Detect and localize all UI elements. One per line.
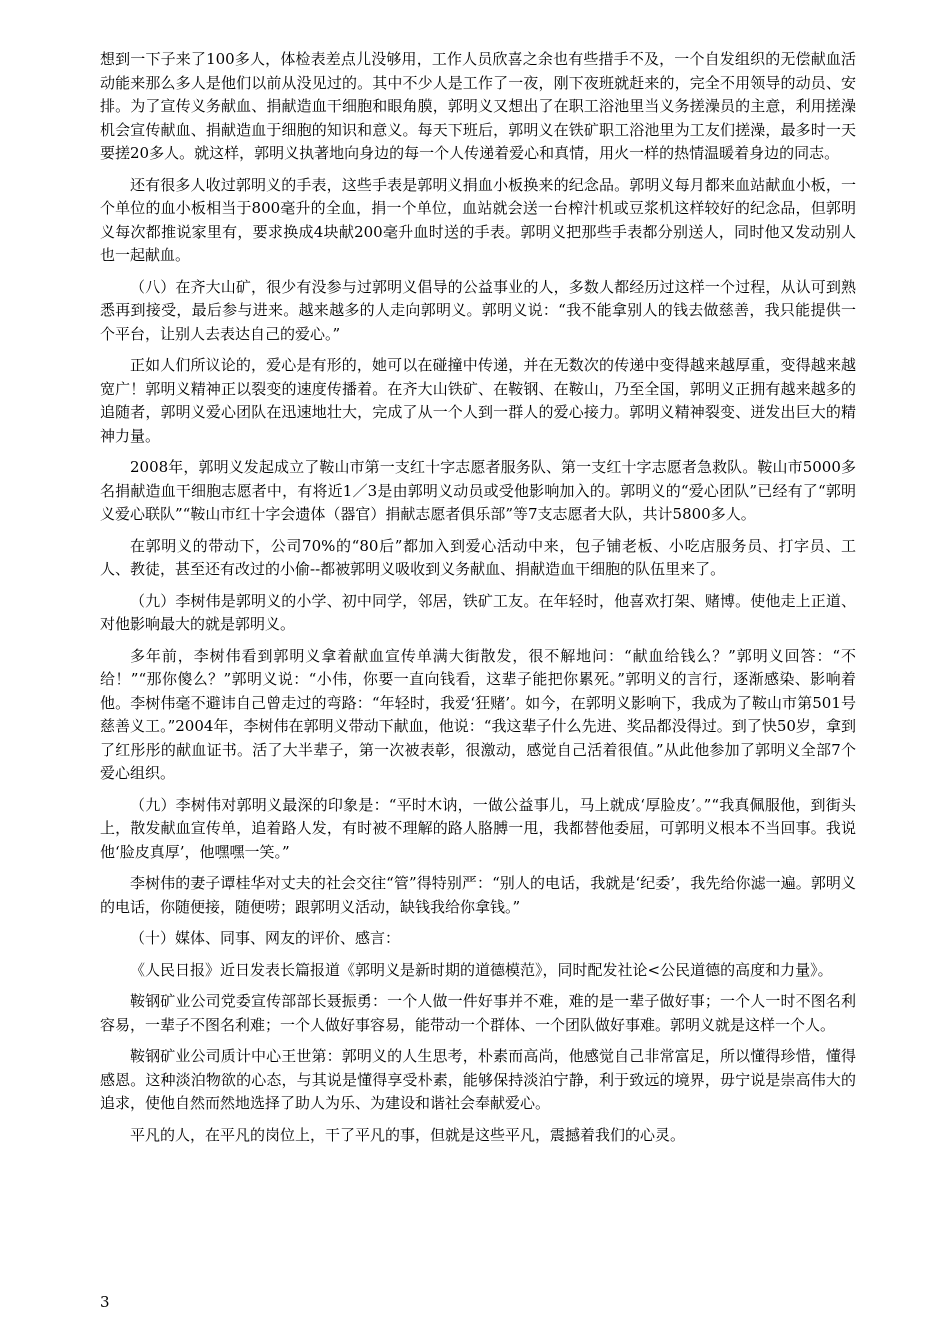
paragraph: 鞍钢矿业公司质计中心王世第：郭明义的人生思考，朴素而高尚，他感觉自己非常富足，所以懂得珍惜，懂得感恩。这种淡泊物欲的心态，与其说是懂得享受朴素，能够保持淡泊宁静，利于致远的境界，毋宁说是崇高伟大的追求，使他自然而然地选择了助人为乐、为建设和谐社会奉献爱心。 — [100, 1047, 856, 1112]
paragraph: 正如人们所议论的，爱心是有形的，她可以在碰撞中传递，并在无数次的传递中变得越来越厚重，变得越来越宽广！郭明义精神正以裂变的速度传播着。在齐大山铁矿、在鞍钢、在鞍山，乃至全国，郭明义正拥有越来越多的追随者，郭明义爱心团队在迅速地壮大，完成了从一个人到一群人的爱心接力。郭明义精神裂变、迸发出巨大的精神力量。 — [100, 356, 856, 445]
page-number: 3 — [100, 1293, 110, 1311]
paragraph: 2008年，郭明义发起成立了鞍山市第一支红十字志愿者服务队、第一支红十字志愿者急救队。鞍山市5000多名捐献造血干细胞志愿者中，有将近1／3是由郭明义动员或受他影响加入的。郭明义的“爱心团队”已经有了“郭明义爱心联队”“鞍山市红十字会遗体（器官）捐献志愿者俱乐部”等7支志愿者大队，共计5800多人。 — [100, 458, 856, 523]
paragraph: 鞍钢矿业公司党委宣传部部长聂振勇：一个人做一件好事并不难，难的是一辈子做好事；一个人一时不图名利容易，一辈子不图名利难；一个人做好事容易，能带动一个群体、一个团队做好事难。郭明义就是这样一个人。 — [100, 992, 856, 1034]
paragraph: 李树伟的妻子谭桂华对丈夫的社会交往“管”得特别严：“别人的电话，我就是‘纪委’，我先给你滤一遍。郭明义的电话，你随便接，随便唠；跟郭明义活动，缺钱我给你拿钱。” — [100, 874, 856, 916]
paragraph: （十）媒体、同事、网友的评价、感言： — [130, 929, 401, 947]
paragraph: 《人民日报》近日发表长篇报道《郭明义是新时期的道德模范》，同时配发社论<公民道德的高度和力量》。 — [130, 960, 833, 979]
paragraph: （九）李树伟是郭明义的小学、初中同学，邻居，铁矿工友。在年轻时，他喜欢打架、赌博。使他走上正道、对他影响最大的就是郭明义。 — [100, 591, 856, 633]
paragraph: （八）在齐大山矿，很少有没参与过郭明义倡导的公益事业的人，多数人都经历过这样一个过程，从认可到熟悉再到接受，最后参与进来。越来越多的人走向郭明义。郭明义说：“我不能拿别人的钱去做慈善，我只能提供一个平台，让别人去表达自己的爱心。” — [100, 277, 856, 343]
paragraph: 想到一下子来了100多人，体检表差点儿没够用，工作人员欣喜之余也有些措手不及，一个自发组织的无偿献血活动能来那么多人是他们以前从没见过的。其中不少人是工作了一夜，刚下夜班就赶来的，完全不用领导的动员、安排。为了宣传义务献血、捐献造血干细胞和眼角膜，郭明义又想出了在职工浴池里当义务搓澡员的主意，利用搓澡机会宣传献血、捐献造血于细胞的知识和意义。每天下班后，郭明义在铁矿职工浴池里为工友们搓澡，最多时一天要搓20多人。就这样，郭明义执著地向身边的每一个人传递着爱心和真情，用火一样的热情温暖着身边的同志。 — [100, 50, 856, 162]
paragraph: 还有很多人收过郭明义的手表，这些手表是郭明义捐血小板换来的纪念品。郭明义每月都来血站献血小板，一个单位的血小板相当于800毫升的全血，捐一个单位，血站就会送一台榨汁机或豆浆机这样较好的纪念品，但郭明义每次都推说家里有，要求换成4块献200毫升血时送的手表。郭明义把那些手表都分别送人，同时他又发动别人也一起献血。 — [100, 175, 856, 264]
paragraph: 在郭明义的带动下，公司70%的“80后”都加入到爱心活动中来，包子铺老板、小吃店服务员、打字员、工人、教徒，甚至还有改过的小偷--都被郭明义吸收到义务献血、捐献造血干细胞的队伍里来了。 — [100, 536, 856, 578]
paragraph: 多年前，李树伟看到郭明义拿着献血宣传单满大街散发，很不解地问：“献血给钱么？”郭明义回答：“不给！”“那你傻么？”郭明义说：“小伟，你要一直向钱看，这辈子能把你累死。”郭明义的言行，逐渐感染、影响着他。李树伟毫不避讳自己曾走过的弯路：“年轻时，我爱‘狂赌’。如今，在郭明义影响下，我成为了鞍山市第501号慈善义工。”2004年，李树伟在郭明义带动下献血，他说：“我这辈子什么先进、奖品都没得过。到了快50岁，拿到了红彤彤的献血证书。活了大半辈子，第一次被表彰，很激动，感觉自己活着很值。”从此他参加了郭明义全部7个爱心组织。 — [100, 646, 856, 782]
document-body — [100, 48, 856, 1155]
paragraph: （九）李树伟对郭明义最深的印象是：“平时木讷，一做公益事儿，马上就成‘厚脸皮’。”“我真佩服他，到街头上，散发献血宣传单，追着路人发，有时被不理解的路人胳膊一甩，我都替他委屈，可郭明义根本不当回事。我说他‘脸皮真厚’，他嘿嘿一笑。” — [100, 795, 856, 861]
paragraph: 平凡的人，在平凡的岗位上，干了平凡的事，但就是这些平凡，震撼着我们的心灵。 — [130, 1125, 686, 1144]
